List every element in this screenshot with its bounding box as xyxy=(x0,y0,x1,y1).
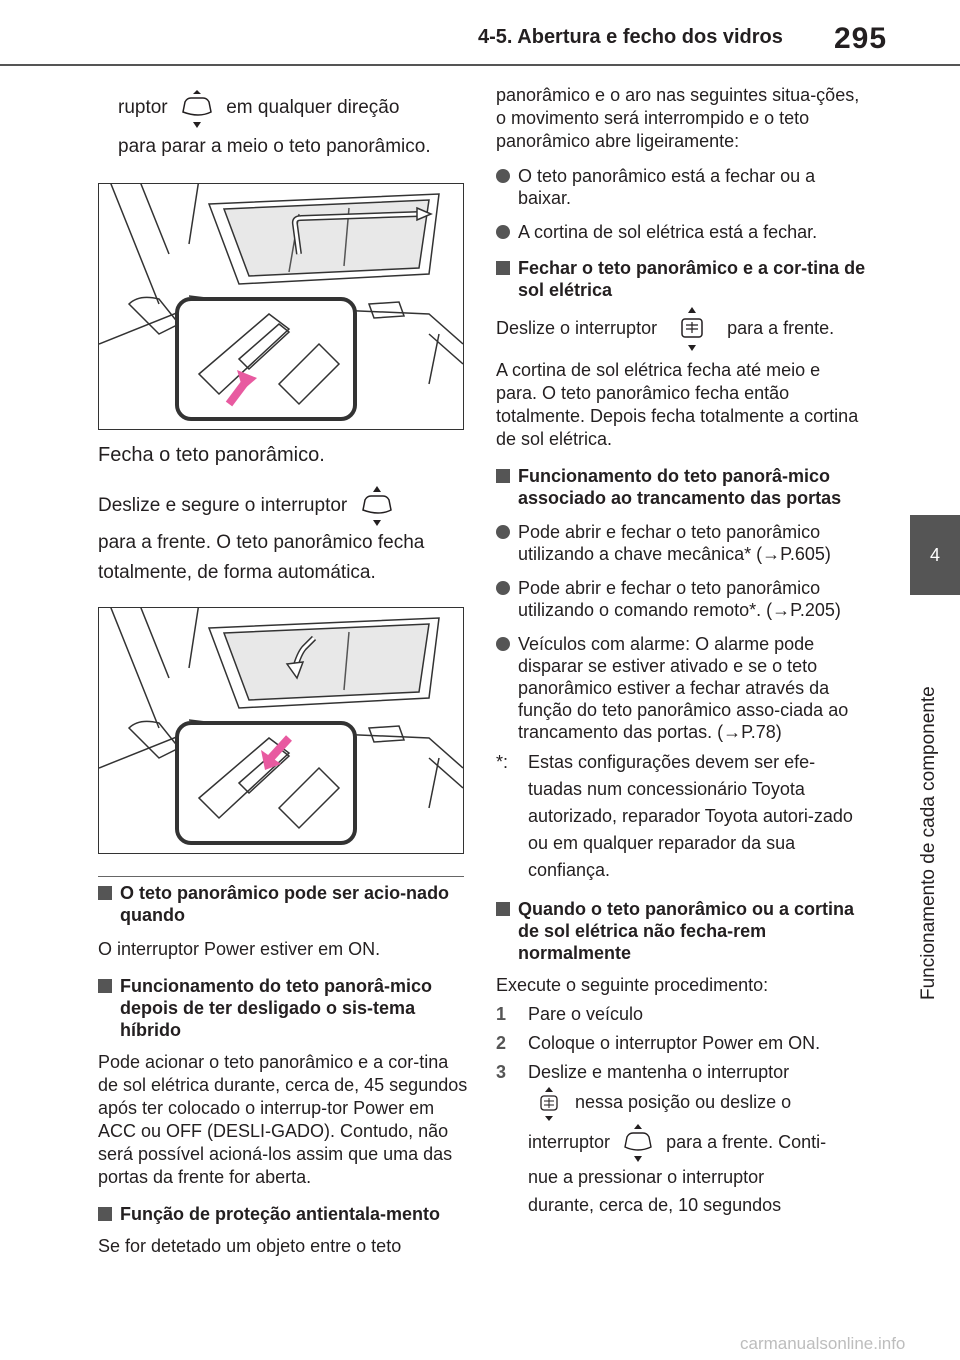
step-text: Coloque o interruptor Power em ON. xyxy=(528,1033,821,1054)
footnote-mark: *: xyxy=(496,752,509,773)
bullet-dot xyxy=(496,637,510,651)
sunroof-switch-icon xyxy=(621,1123,655,1163)
sunroof-drawing xyxy=(99,184,463,429)
bullet-remote xyxy=(496,577,866,621)
shade-switch-icon xyxy=(536,1086,562,1122)
procedure-steps xyxy=(496,1003,866,1219)
procedure-step xyxy=(496,1061,866,1084)
shade-close-text: A cortina de sol elétrica fecha até meio e para. O teto panorâmico fecha então totalmente. Depois fecha totalmente a cortina de sol elétrica. xyxy=(496,360,859,450)
sunroof-drawing xyxy=(99,608,463,853)
intro-text xyxy=(118,86,468,162)
bullet-text: Pode abrir e fechar o teto panorâmico utilizando o comando remoto*. (→P.205) xyxy=(518,578,841,621)
slide-text-b: para a frente. xyxy=(727,318,835,338)
heading-close-both: Fechar o teto panorâmico e a cor-tina de sol elétrica xyxy=(496,257,866,301)
bullet-text: Pode abrir e fechar o teto panorâmico utilizando a chave mecânica* (→P.605) xyxy=(518,522,831,565)
shade-switch-icon xyxy=(674,305,710,353)
step3-text-c2: para a frente. Conti- xyxy=(666,1131,827,1152)
bullet-text: Veículos com alarme: O alarme pode disparar se estiver ativado e se o teto panorâmico estiver a fechar através da função do teto panorâmico asso-ciada ao trancamento das portas. (→P.78) xyxy=(518,634,849,743)
procedure-step xyxy=(496,1032,866,1055)
intro-line1-b: em qualquer direção xyxy=(226,97,400,119)
watermark: carmanualsonline.info xyxy=(740,1334,906,1353)
heading-not-closing: Quando o teto panorâmico ou a cortina de sol elétrica não fecha-rem normalmente xyxy=(496,898,866,964)
intro-line1-a: ruptor xyxy=(118,97,168,119)
bullet-dot xyxy=(496,525,510,539)
step3-text-c1: interruptor xyxy=(528,1131,611,1152)
heading-activation: O teto panorâmico pode ser acio-nado quando xyxy=(98,882,468,926)
step-line2: para a frente. O teto panorâmico fecha xyxy=(98,532,425,554)
right-column xyxy=(496,84,866,1219)
step-line3: totalmente, de forma automática. xyxy=(98,562,376,584)
step-number: 1 xyxy=(496,1004,507,1025)
footnote xyxy=(496,749,866,884)
step3-line2 xyxy=(496,1084,866,1121)
page-number: 295 xyxy=(834,22,888,55)
slide-instruction xyxy=(496,305,866,353)
bullet-closing-lowering xyxy=(496,165,866,209)
step3-line3 xyxy=(496,1122,866,1163)
sunroof-close-illustration xyxy=(98,607,464,854)
step-text: Deslize e mantenha o interruptor xyxy=(528,1062,790,1083)
step-instructions xyxy=(98,484,468,588)
bullet-shade-closing xyxy=(496,221,866,243)
antipinch-continued: panorâmico e o aro nas seguintes situa-ções, o movimento será interrompido e o teto panorâmico abre ligeiramente: xyxy=(496,85,860,151)
bullet-dot xyxy=(496,225,510,239)
intro-line2: para parar a meio o teto panorâmico. xyxy=(118,136,431,158)
section-title: 4-5. Abertura e fecho dos vidros xyxy=(478,26,783,48)
bullet-mechanical-key xyxy=(496,521,866,565)
header-divider xyxy=(0,64,960,66)
bullet-alarm xyxy=(496,633,866,743)
bullet-text: A cortina de sol elétrica está a fechar. xyxy=(518,222,818,242)
chapter-tab: 4 xyxy=(910,515,960,595)
step3-text-b: nessa posição ou deslize o xyxy=(575,1092,792,1113)
step3-line5: durante, cerca de, 10 segundos xyxy=(528,1194,782,1215)
heading-after-off: Funcionamento do teto panorâ-mico depois de ter desligado o sis-tema híbrido xyxy=(98,975,468,1041)
heading-door-lock: Funcionamento do teto panorâ-mico associado ao trancamento das portas xyxy=(496,465,866,509)
slide-text-a: Deslize o interruptor xyxy=(496,318,658,338)
after-off-text: Pode acionar o teto panorâmico e a cor-tina de sol elétrica durante, cerca de, 45 segundos após ter colocado o interrup-tor Power em ACC ou OFF (DESLI-GADO). Contudo, não será possível acioná-los assim que uma das portas da frente for aberta. xyxy=(98,1052,468,1187)
left-notes xyxy=(98,882,468,1258)
footnote-text: Estas configurações devem ser efe-tuadas num concessionário Toyota autorizado, reparador Toyota autori-zado ou em qualquer reparador da sua confiança. xyxy=(528,752,853,881)
step-number: 2 xyxy=(496,1033,507,1054)
step-number: 3 xyxy=(496,1062,507,1083)
chapter-side-label: Funcionamento de cada componente xyxy=(918,686,939,1000)
heading-antipinch: Função de proteção antientala-mento xyxy=(98,1203,468,1225)
sunroof-open-illustration xyxy=(98,183,464,430)
sunroof-switch-icon xyxy=(359,484,395,528)
bullet-text: O teto panorâmico está a fechar ou a baixar. xyxy=(518,166,816,208)
step3-line4: nue a pressionar o interruptor xyxy=(528,1166,765,1187)
procedure-step xyxy=(496,1003,866,1026)
bullet-dot xyxy=(496,581,510,595)
figure1-caption: Fecha o teto panorâmico. xyxy=(98,444,325,466)
bullet-dot xyxy=(496,169,510,183)
sunroof-switch-icon xyxy=(179,86,215,130)
antipinch-text: Se for detetado um objeto entre o teto xyxy=(98,1236,402,1256)
activation-text: O interruptor Power estiver em ON. xyxy=(98,939,381,959)
section-divider xyxy=(98,876,464,877)
step-text: Pare o veículo xyxy=(528,1004,644,1025)
procedure-intro: Execute o seguinte procedimento: xyxy=(496,975,769,996)
step-line1: Deslize e segure o interruptor xyxy=(98,495,348,517)
